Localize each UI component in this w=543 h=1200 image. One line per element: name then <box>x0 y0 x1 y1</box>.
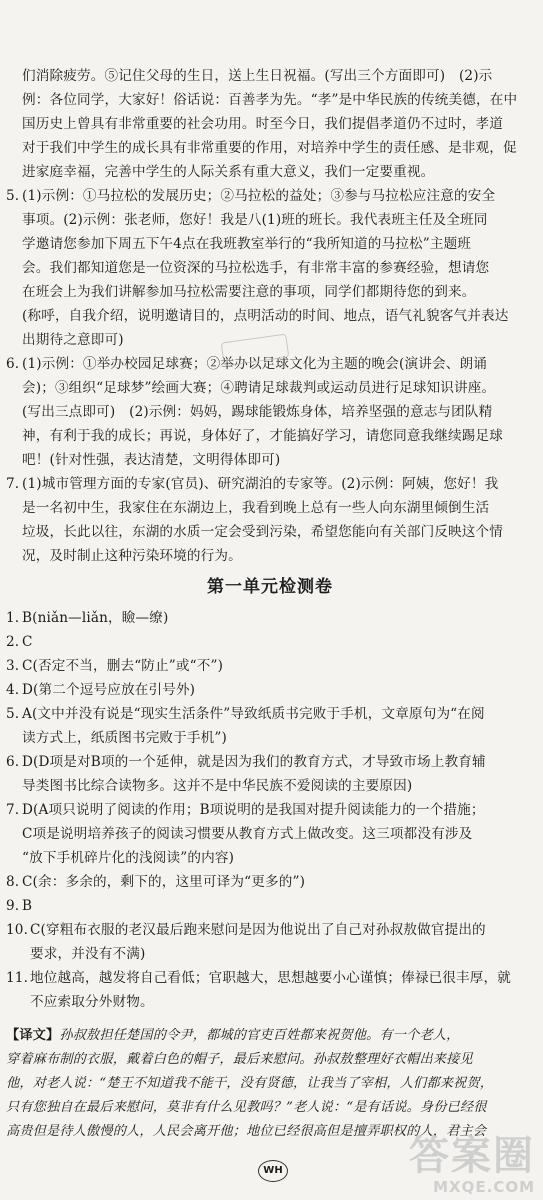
answer-line: 不应索取分外财物。 <box>30 994 154 1010</box>
answer-item <box>6 702 534 750</box>
answer-line: C(否定不当，删去“防止”或“不”) <box>22 658 224 674</box>
translation-line: 孙叔敖担任楚国的令尹，都城的官吏百姓都来祝贺他。有一个老人， <box>59 1028 460 1043</box>
answer-number: 11. <box>6 970 29 986</box>
answer-number: 3. <box>6 658 20 674</box>
text-line: 会。我们都知道您是一位资深的马拉松选手，有非常丰富的参赛经验，想请您 <box>22 260 490 276</box>
answer-number: 7. <box>6 802 20 818</box>
text-line: 对于我们中学生的成长具有非常重要的作用，对培养中学生的责任感、是非观，促 <box>22 140 517 156</box>
answer-line: C(余：多余的，剩下的，这里可译为“更多的”) <box>22 874 306 890</box>
answer-number: 1. <box>6 610 20 626</box>
answer-line: A(文中并没有说是“现实生活条件”导致纸质书完败于手机，文章原句为“在阅 <box>22 706 485 722</box>
text-line: 出期待之意即可) <box>22 332 124 348</box>
answer-item <box>6 750 534 798</box>
text-line: 神，有利于我的成长；再说，身体好了，才能搞好学习，请您同意我继续踢足球 <box>22 428 504 444</box>
text-line: 事项。(2)示例：张老师，您好！我是八(1)班的班长。我代表班主任及全班同 <box>22 212 488 228</box>
answer-item <box>6 630 534 654</box>
answer-line: C <box>22 634 33 650</box>
answer-item <box>6 870 534 894</box>
watermark-logo: 答案圈 <box>409 1133 535 1179</box>
answer-line: C(穿粗布衣服的老汉最后跑来慰问是因为他说出了自己对孙叔敖做官提出的 <box>30 922 486 938</box>
answer-line: B(niǎn—liǎn，瞼—缭) <box>22 610 169 626</box>
question-5 <box>6 184 534 352</box>
translation-block <box>6 1024 534 1144</box>
text-line: 是一名初中生，我家住在东湖边上，我看到晚上总有一些人向东湖里倾倒生活 <box>22 500 490 516</box>
answer-number: 4. <box>6 682 20 698</box>
answer-line: B <box>22 898 33 914</box>
translation-line: 他，对老人说：“楚王不知道我不能干，没有贤德，让我当了宰相，人们都来祝贺， <box>6 1076 494 1091</box>
answer-line: 读方式上，纸质图书完败于手机”) <box>22 730 227 746</box>
answer-item <box>6 798 534 870</box>
question-number: 7. <box>6 476 20 492</box>
answer-item <box>6 678 534 702</box>
question-7 <box>6 472 534 568</box>
text-line: (1)示例：①举办校园足球赛；②举办以足球文化为主题的晚会(演讲会、朗诵 <box>22 356 487 372</box>
text-line: 们消除疲劳。⑤记住父母的生日，送上生日祝福。(写出三个方面即可) (2)示 <box>22 68 493 84</box>
text-line: 会)；③组织“足球梦”绘画大赛；④聘请足球裁判或运动员进行足球知识讲座。 <box>22 380 496 396</box>
text-line: 学邀请您参加下周五下午4点在我班教室举行的“我所知道的马拉松”主题班 <box>22 236 472 252</box>
translation-line: 穿着麻布制的衣服，戴着白色的帽子，最后来慰问。孙叔敖整理好衣帽出来接见 <box>6 1052 473 1067</box>
text-line: 例：各位同学，大家好！俗话说：百善孝为先。“孝”是中华民族的传统美德，在中 <box>22 92 518 108</box>
question-number: 5. <box>6 188 20 204</box>
text-line: (称呼，自我介绍，说明邀请目的，点明活动的时间、地点，语气礼貌客气并表达 <box>22 308 509 324</box>
text-line: 况，及时制止这种污染环境的行为。 <box>22 548 242 564</box>
question-number: 6. <box>6 356 20 372</box>
answer-item <box>6 606 534 630</box>
answer-item <box>6 894 534 918</box>
text-line: 在班会上为我们讲解参加马拉松需要注意的事项，同学们都期待您的到来。 <box>22 284 476 300</box>
answer-line: “放下手机碎片化的浅阅读”的内容) <box>22 850 235 866</box>
answer-line: D(A项只说明了阅读的作用；B项说明的是我国对提升阅读能力的一个措施； <box>22 802 485 818</box>
translation-line: 高贵但是待人傲慢的人，人民会离开他；地位已经很高但是擅弄职权的人，君主会 <box>6 1124 487 1139</box>
question-6 <box>6 352 534 472</box>
answer-line: D(D项是对B项的一个延伸，就是因为我们的教育方式，才导致市场上教育辅 <box>22 754 486 770</box>
answer-number: 6. <box>6 754 20 770</box>
answer-number: 2. <box>6 634 20 650</box>
text-line <box>6 1024 534 1048</box>
text-line: (写出三点即可) (2)示例：妈妈，踢球能锻炼身体，培养坚强的意志与团队精 <box>22 404 493 420</box>
top-paragraph <box>6 64 534 184</box>
answer-line: C项是说明培养孩子的阅读习惯要从教育方式上做改变。这三项都没有涉及 <box>22 826 473 842</box>
text-line: 垃圾，长此以往，东湖的水质一定会受到污染，希望您能向有关部门反映这个情 <box>22 524 504 540</box>
answer-line: 导类图书比综合读物多。这并不是中华民族不爱阅读的主要原因) <box>22 778 413 794</box>
translation-line: 只有您独自在最后来慰问，莫非有什么见教吗？”老人说：“是有话说。身份已经很 <box>6 1100 487 1115</box>
text-line: (1)示例：①马拉松的发展历史；②马拉松的益处；③参与马拉松应注意的安全 <box>22 188 496 204</box>
answer-line: 地位越高，越发将自己看低；官职越大，思想越要小心谨慎；俸禄已很丰厚，就 <box>30 970 512 986</box>
text-line: 进家庭幸福，完善中学生的人际关系有重大意义，我们一定要重视。 <box>22 164 435 180</box>
answer-number: 5. <box>6 706 20 722</box>
answer-number: 9. <box>6 898 20 914</box>
answer-content <box>6 64 534 1144</box>
text-line: 国历史上曾具有非常重要的社会功用。时至今日，我们提倡孝道仍不过时，孝道 <box>22 116 504 132</box>
text-line: (1)城市管理方面的专家(官员)、研究湖泊的专家等。(2)示例：阿姨，您好！我 <box>22 476 499 492</box>
answer-list <box>6 606 534 1014</box>
answer-line: 要求，并没有不满) <box>30 946 146 962</box>
answer-item <box>6 966 534 1014</box>
answer-item <box>6 654 534 678</box>
section-title: 第一单元检测卷 <box>207 577 333 597</box>
translation-tag: 【译文】 <box>6 1028 60 1043</box>
answer-number: 10. <box>6 922 29 938</box>
watermark-url: MXQE.COM <box>433 1178 535 1196</box>
answer-number: 8. <box>6 874 20 890</box>
answer-line: D(第二个逗号应放在引号外) <box>22 682 196 698</box>
text-line: 吧！(针对性强，表达清楚，文明得体即可) <box>22 452 281 468</box>
answer-item <box>6 918 534 966</box>
site-watermark <box>409 1134 535 1196</box>
page-logo-mark: WH <box>258 1160 288 1182</box>
